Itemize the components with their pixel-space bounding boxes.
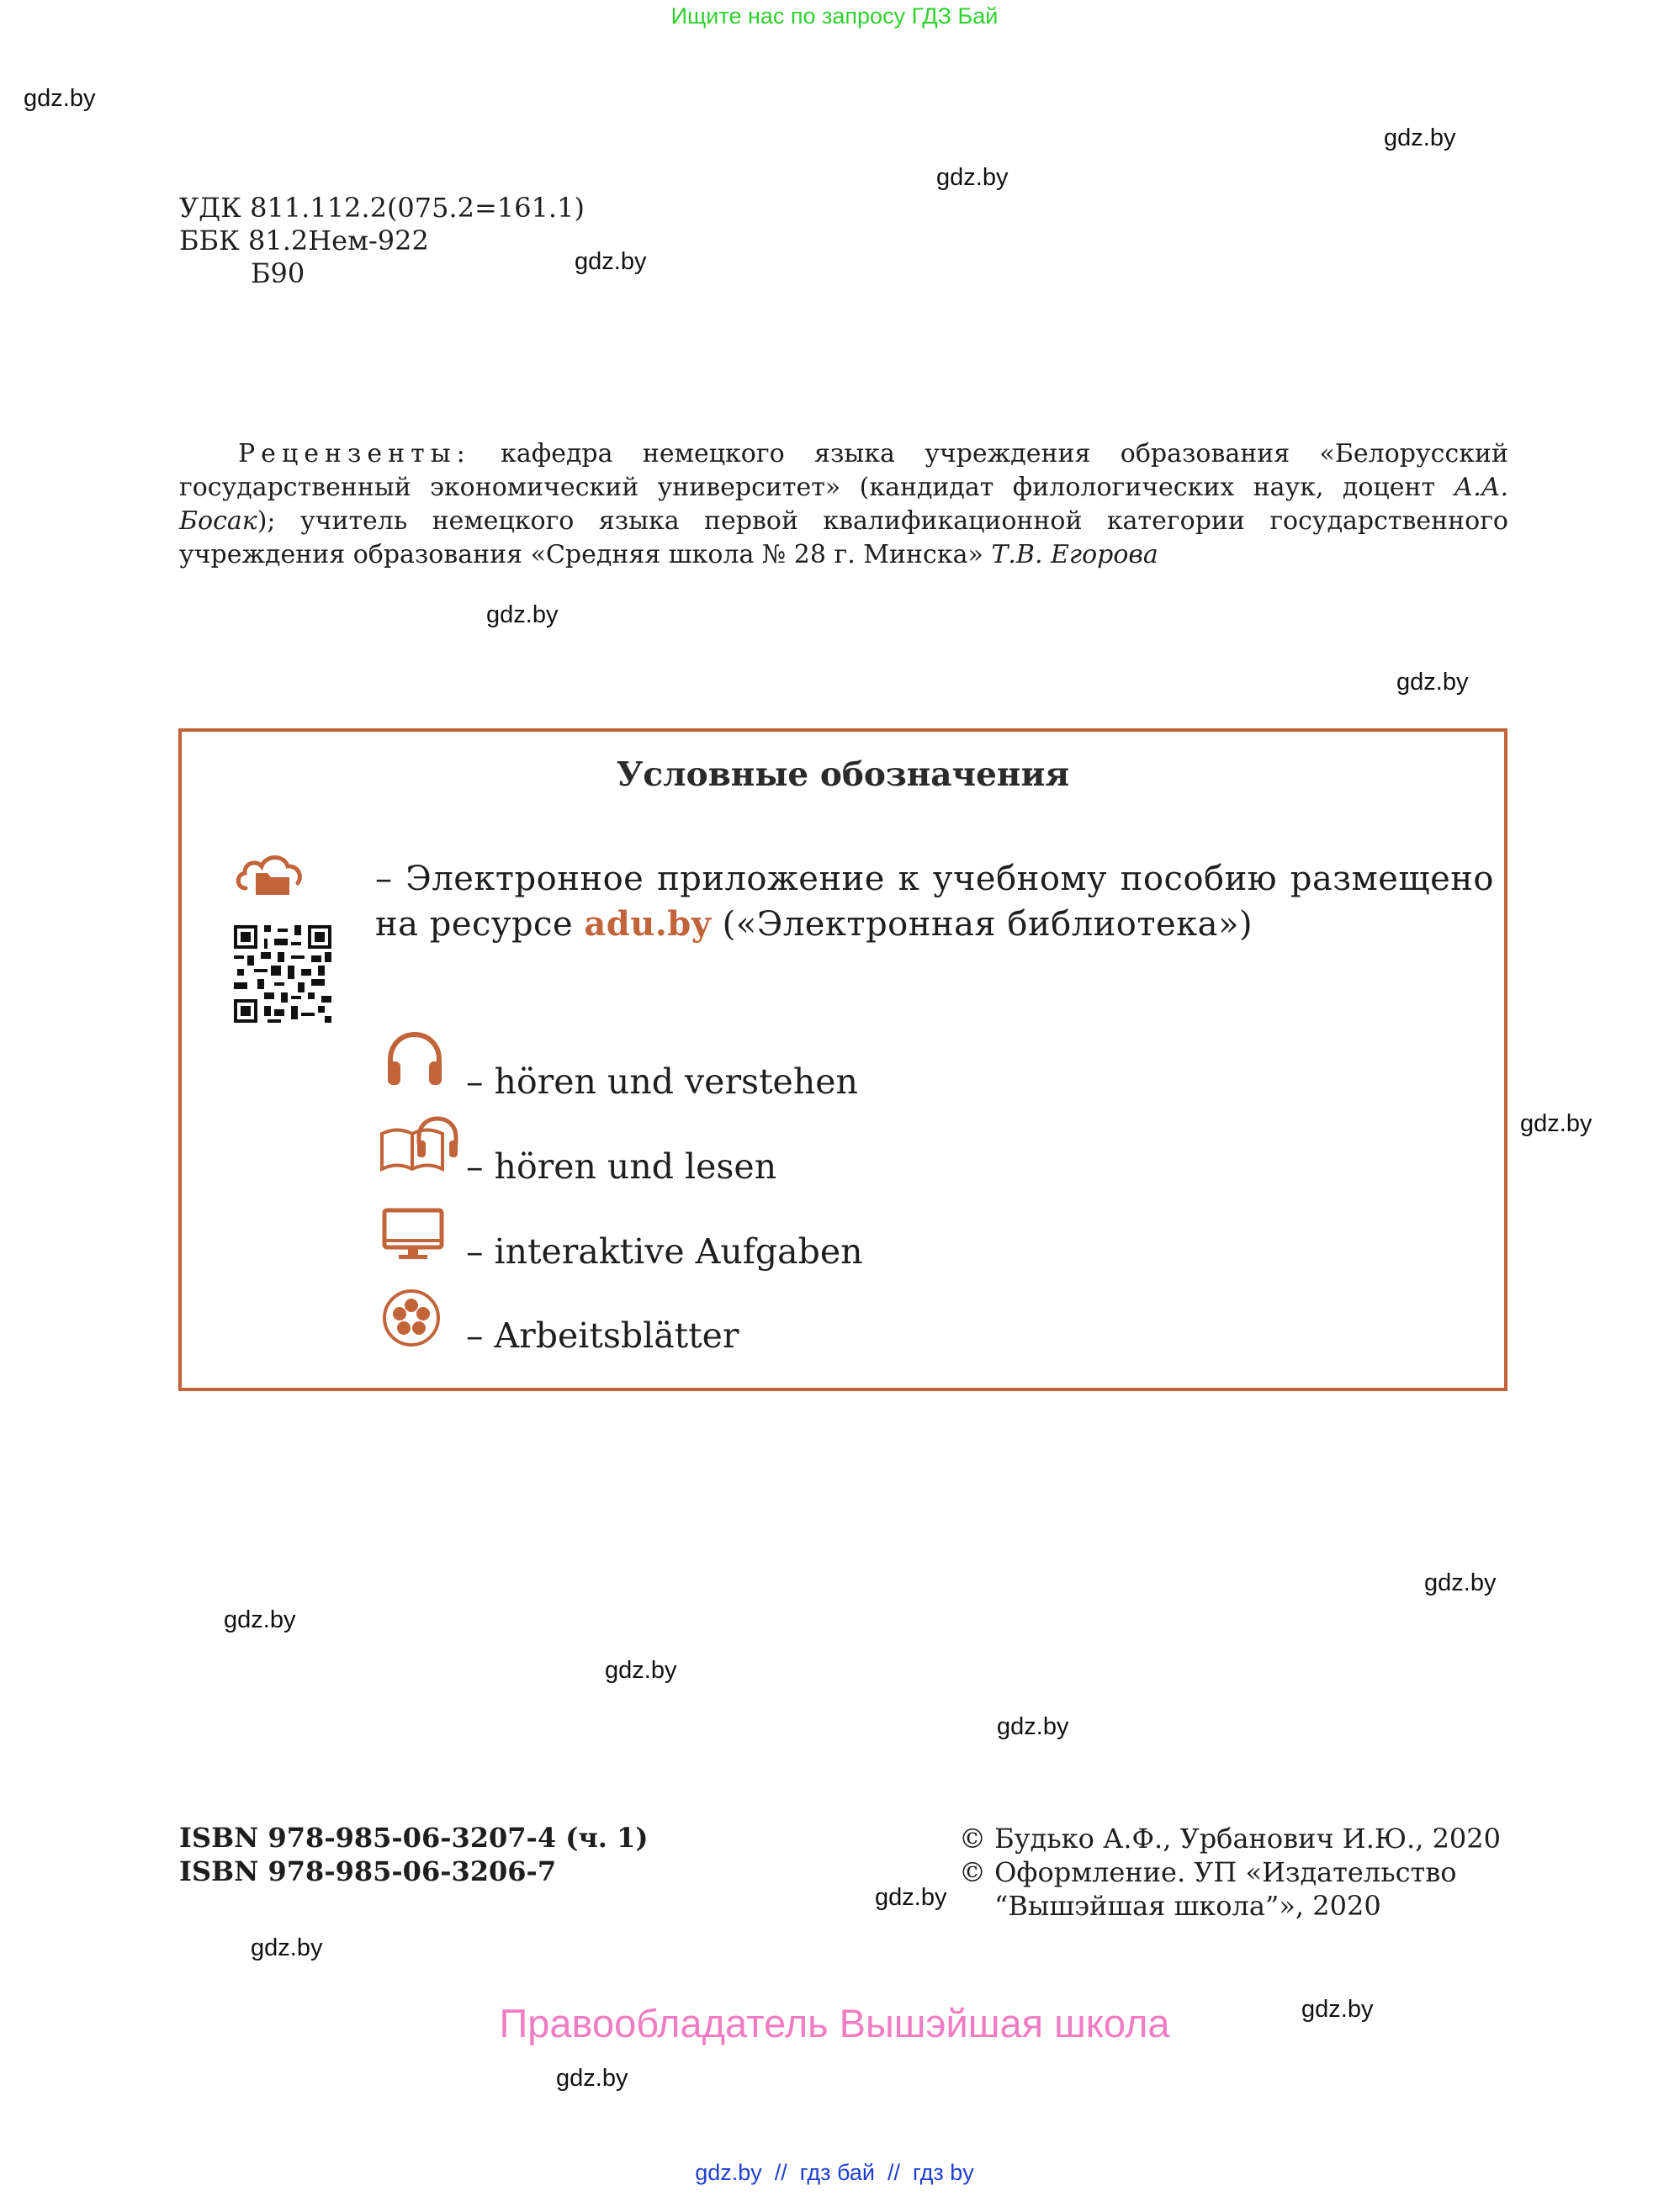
watermark: gdz.by bbox=[556, 2065, 628, 2092]
watermark: gdz.by bbox=[486, 601, 559, 628]
watermark: gdz.by bbox=[1301, 1996, 1374, 2023]
adu-by-link[interactable]: adu.by bbox=[584, 904, 712, 944]
watermark: gdz.by bbox=[1396, 669, 1469, 696]
supplement-text-before: – Электронное приложение к учебному пособию размещено на ресурсе bbox=[375, 860, 1494, 944]
flower-icon bbox=[382, 1289, 441, 1347]
isbn-part-1: ISBN 978-985-06-3207-4 (ч. 1) bbox=[179, 1822, 649, 1854]
udk-line: УДК 811.112.2(075.2=161.1) bbox=[179, 192, 585, 224]
watermark: gdz.by bbox=[875, 1884, 947, 1911]
reviewer-name-2: Т.В. Егорова bbox=[991, 540, 1158, 569]
headphones-icon bbox=[384, 1028, 446, 1090]
top-banner: Ищите нас по запросу ГДЗ Бай bbox=[670, 3, 999, 29]
watermark: gdz.by bbox=[605, 1657, 677, 1684]
copyright-authors: © Будько А.Ф., Урбанович И.Ю., 2020 bbox=[959, 1823, 1501, 1855]
watermark: gdz.by bbox=[224, 1606, 296, 1633]
isbn-set: ISBN 978-985-06-3206-7 bbox=[179, 1855, 557, 1887]
reviewers-text-1: кафедра немецкого языка учреждения образования «Белорусский государственный экономический университет» (кандидат филологических наук, доцент bbox=[179, 439, 1508, 502]
watermark: gdz.by bbox=[251, 1934, 323, 1961]
legend-box bbox=[178, 728, 1507, 1391]
watermark: gdz.by bbox=[24, 85, 96, 112]
footer-links[interactable]: gdz.by // гдз бай // гдз by bbox=[695, 2160, 974, 2185]
electronic-supplement-text bbox=[375, 856, 1494, 947]
bbk-line: ББК 81.2Нем-922 bbox=[179, 225, 429, 257]
reviewers-text-2: ); учитель немецкого языка первой квалификационной категории государственного учреждения образования «Средняя школа № 28 г. Минска» bbox=[179, 506, 1508, 569]
book-headphones-icon bbox=[379, 1115, 459, 1174]
cloud-folder-icon bbox=[234, 848, 305, 897]
supplement-text-after: («Электронная библиотека») bbox=[711, 905, 1253, 944]
legend-item-interaktive-aufgaben: – interaktive Aufgaben bbox=[466, 1231, 863, 1272]
legend-item-hoeren-lesen: – hören und lesen bbox=[466, 1146, 777, 1187]
copyright-design: © Оформление. УП «Издательство bbox=[959, 1856, 1457, 1888]
watermark: gdz.by bbox=[1384, 124, 1456, 151]
monitor-icon bbox=[382, 1208, 444, 1262]
copyright-publisher: “Вышэйшая школа”», 2020 bbox=[994, 1890, 1381, 1922]
qr-code-icon bbox=[234, 925, 331, 1023]
watermark: gdz.by bbox=[997, 1713, 1069, 1740]
legend-title: Условные обозначения bbox=[616, 755, 1070, 794]
legend-item-arbeitsblaetter: – Arbeitsblätter bbox=[466, 1315, 739, 1356]
watermark: gdz.by bbox=[1424, 1569, 1497, 1596]
watermark: gdz.by bbox=[936, 164, 1009, 191]
rights-holder: Правообладатель Вышэйшая школа bbox=[499, 2001, 1170, 2045]
copyright-block bbox=[959, 1822, 1508, 1923]
reviewers-paragraph bbox=[179, 437, 1508, 572]
reviewers-label: Рецензенты: bbox=[238, 439, 471, 468]
reviewer-name-1: А.А. Босак bbox=[179, 473, 1508, 536]
watermark: gdz.by bbox=[1520, 1110, 1592, 1137]
watermark: gdz.by bbox=[575, 248, 647, 275]
author-code: Б90 bbox=[251, 257, 305, 289]
legend-item-hoeren-verstehen: – hören und verstehen bbox=[466, 1061, 858, 1102]
